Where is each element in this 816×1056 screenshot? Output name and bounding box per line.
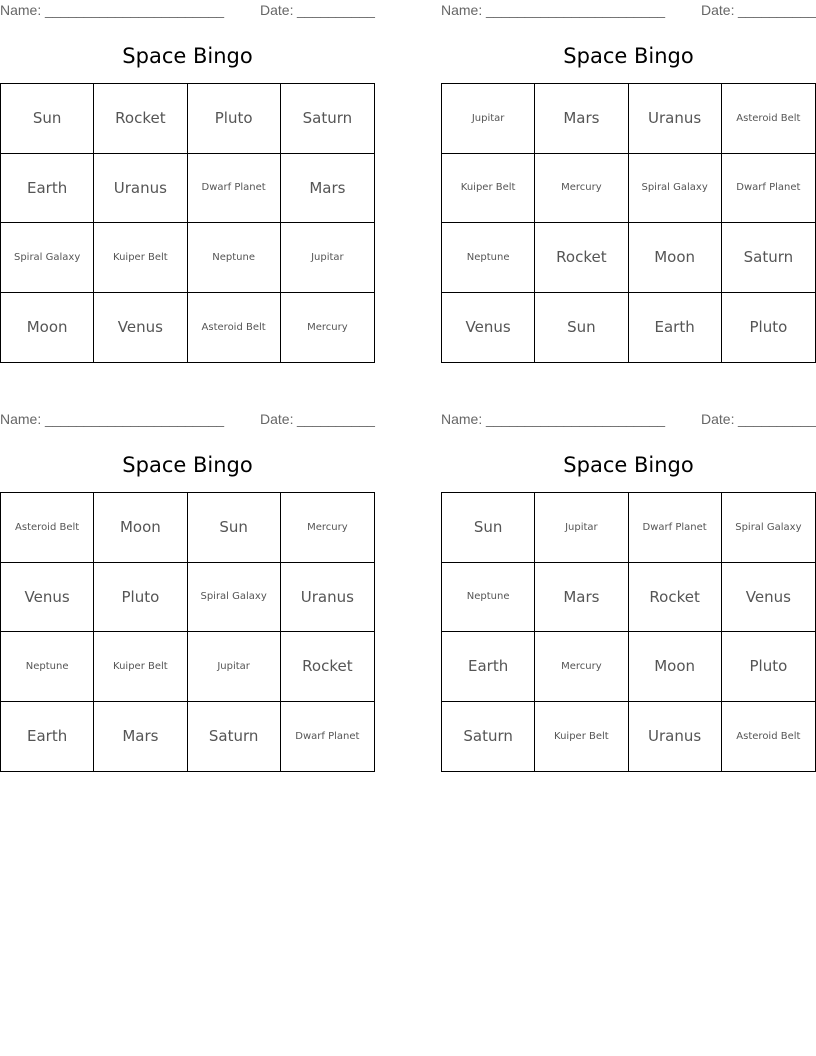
name-date-row (441, 2, 816, 20)
name-label: Name: (441, 411, 483, 427)
bingo-cell: Saturn (442, 702, 535, 772)
bingo-cell: Kuiper Belt (535, 702, 628, 772)
bingo-cell: Asteroid Belt (736, 730, 801, 742)
bingo-cell: Jupitar (442, 84, 535, 154)
bingo-card (0, 0, 375, 365)
bingo-cell: Neptune (1, 632, 94, 702)
bingo-cell: Saturn (188, 702, 281, 772)
bingo-cell: Venus (94, 293, 187, 363)
date-label: Date: (260, 2, 294, 18)
bingo-cell: Pluto (188, 84, 281, 154)
bingo-cell: Pluto (722, 632, 815, 702)
name-label: Name: (441, 2, 483, 18)
name-label: Name: (0, 411, 42, 427)
bingo-cell: Kuiper Belt (442, 154, 535, 224)
card-title: Space Bingo (122, 44, 253, 68)
bingo-cell: Dwarf Planet (188, 154, 281, 224)
bingo-cell: Sun (188, 493, 281, 563)
name-date-row (0, 411, 375, 429)
bingo-grid (0, 83, 375, 363)
bingo-cell: Uranus (281, 563, 374, 633)
name-line: _______________________ (45, 411, 225, 427)
name-date-row (441, 411, 816, 429)
bingo-cell: Mercury (535, 632, 628, 702)
bingo-cell: Venus (722, 563, 815, 633)
bingo-card (441, 0, 816, 365)
bingo-cell: Rocket (535, 223, 628, 293)
date-line: __________ (738, 411, 816, 427)
bingo-cell: Spiral Galaxy (722, 493, 815, 563)
bingo-cell: Dwarf Planet (629, 493, 722, 563)
name-line: _______________________ (45, 2, 225, 18)
bingo-cell: Mercury (307, 321, 348, 333)
bingo-cell: Moon (1, 293, 94, 363)
name-date-row (0, 2, 375, 20)
bingo-cell: Mars (94, 702, 187, 772)
bingo-cell: Neptune (442, 223, 535, 293)
date-label: Date: (701, 2, 735, 18)
bingo-cell: Neptune (188, 223, 281, 293)
bingo-cell: Moon (629, 223, 722, 293)
bingo-cell: Rocket (629, 563, 722, 633)
bingo-cell: Moon (94, 493, 187, 563)
bingo-cell: Earth (1, 702, 94, 772)
bingo-cell: Spiral Galaxy (188, 563, 281, 633)
bingo-cell: Uranus (629, 84, 722, 154)
date-label: Date: (260, 411, 294, 427)
bingo-cell: Spiral Galaxy (629, 154, 722, 224)
bingo-cell: Venus (1, 563, 94, 633)
bingo-cell: Mars (281, 154, 374, 224)
name-line: _______________________ (486, 411, 666, 427)
bingo-cell: Asteroid Belt (1, 493, 94, 563)
card-title: Space Bingo (563, 44, 694, 68)
bingo-cell: Neptune (442, 563, 535, 633)
bingo-card (0, 409, 375, 774)
bingo-cell: Rocket (281, 632, 374, 702)
date-line: __________ (297, 411, 375, 427)
bingo-card (441, 409, 816, 774)
card-title: Space Bingo (122, 453, 253, 477)
bingo-cell: Saturn (281, 84, 374, 154)
bingo-grid (441, 492, 816, 772)
bingo-cell: Rocket (94, 84, 187, 154)
bingo-cell: Mercury (535, 154, 628, 224)
bingo-cell: Mars (535, 84, 628, 154)
bingo-cell: Venus (442, 293, 535, 363)
date-line: __________ (738, 2, 816, 18)
bingo-cell: Jupitar (281, 223, 374, 293)
bingo-cell: Moon (629, 632, 722, 702)
bingo-cell: Pluto (94, 563, 187, 633)
bingo-cell: Uranus (629, 702, 722, 772)
bingo-cell: Mars (535, 563, 628, 633)
bingo-cell: Jupitar (535, 493, 628, 563)
bingo-cell: Asteroid Belt (188, 293, 281, 363)
bingo-cell: Kuiper Belt (94, 223, 187, 293)
bingo-cell: Earth (442, 632, 535, 702)
bingo-cell: Uranus (94, 154, 187, 224)
bingo-cell: Asteroid Belt (722, 84, 815, 154)
bingo-cell: Saturn (722, 223, 815, 293)
bingo-grid (441, 83, 816, 363)
bingo-grid (0, 492, 375, 772)
bingo-cell: Earth (629, 293, 722, 363)
date-label: Date: (701, 411, 735, 427)
bingo-cell: Sun (535, 293, 628, 363)
bingo-cell: Earth (1, 154, 94, 224)
bingo-cell: Sun (442, 493, 535, 563)
bingo-cell: Mercury (281, 493, 374, 563)
bingo-cell: Dwarf Planet (295, 730, 360, 742)
bingo-cell: Jupitar (188, 632, 281, 702)
bingo-cell: Dwarf Planet (722, 154, 815, 224)
name-line: _______________________ (486, 2, 666, 18)
date-line: __________ (297, 2, 375, 18)
bingo-cell: Spiral Galaxy (1, 223, 94, 293)
name-label: Name: (0, 2, 42, 18)
bingo-cell: Kuiper Belt (94, 632, 187, 702)
card-title: Space Bingo (563, 453, 694, 477)
bingo-cell: Pluto (749, 318, 788, 337)
bingo-cell: Sun (1, 84, 94, 154)
